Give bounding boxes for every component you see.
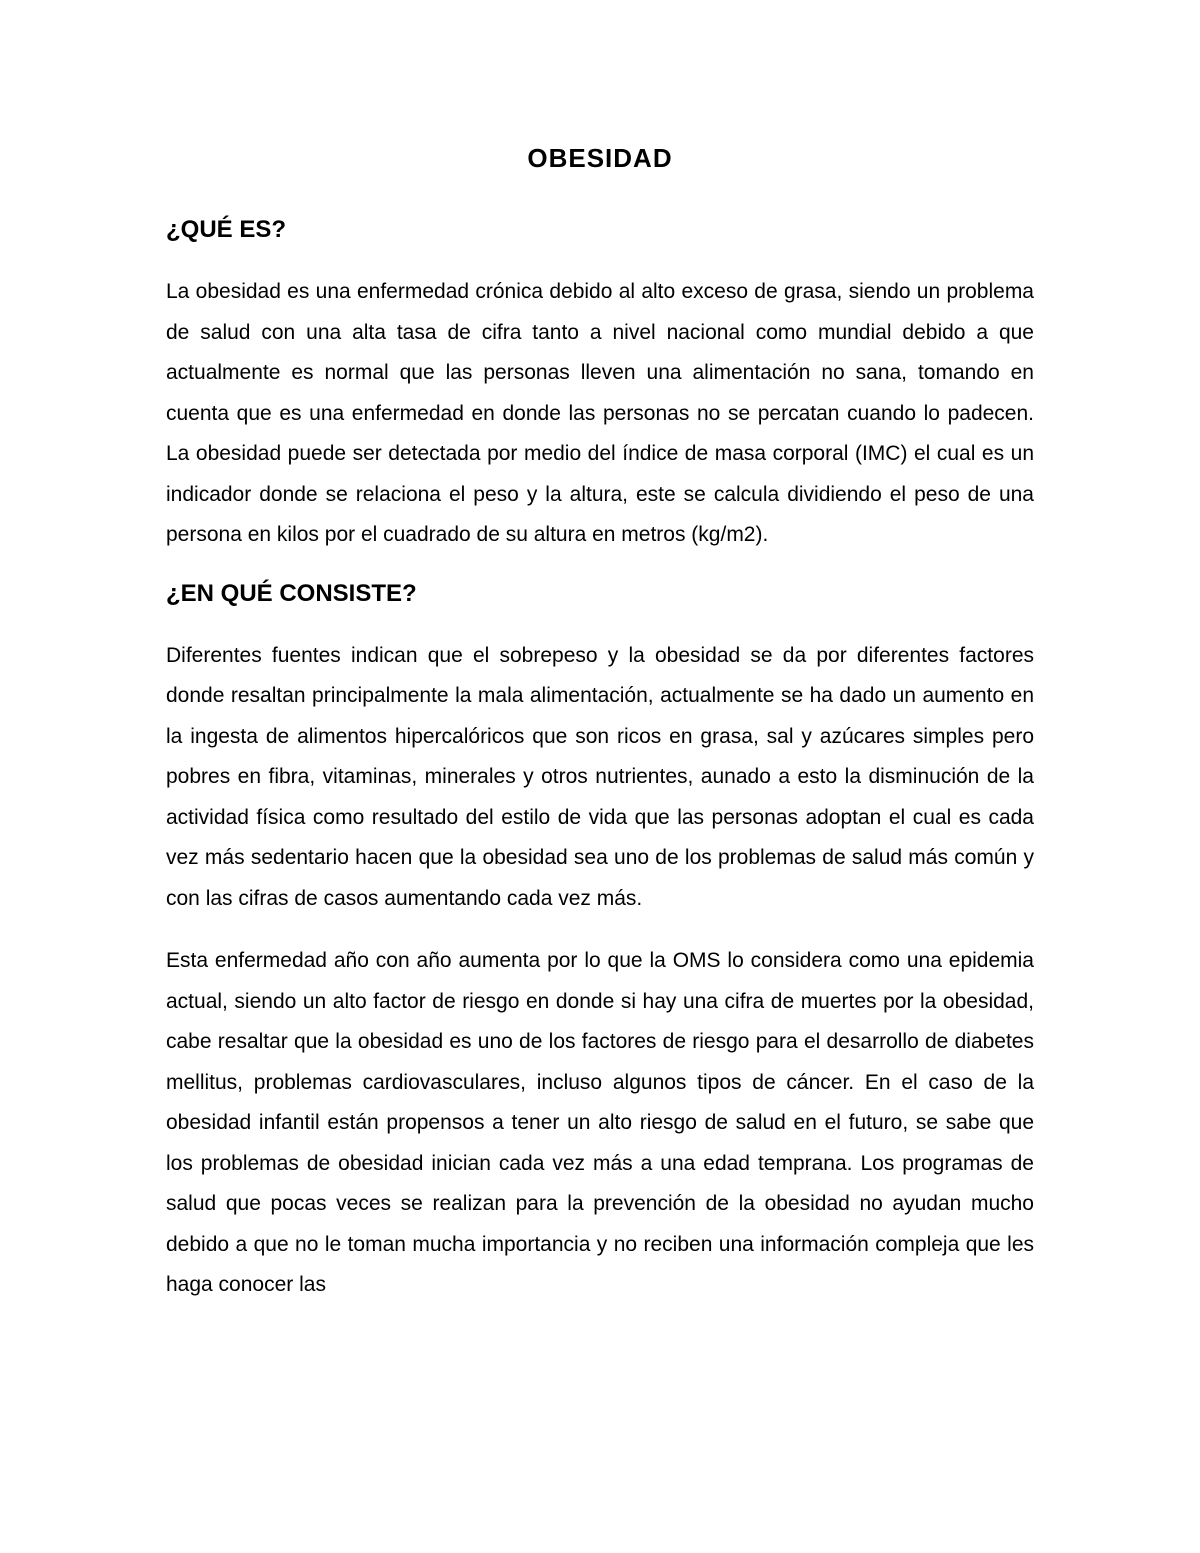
section-heading-que-es: ¿QUÉ ES? bbox=[166, 216, 287, 243]
document-title: OBESIDAD bbox=[527, 143, 673, 173]
section-heading-en-que-consiste: ¿EN QUÉ CONSISTE? bbox=[166, 579, 417, 607]
paragraph-consiste-1: Diferentes fuentes indican que el sobrepeso y la obesidad se da por diferentes factores donde resaltan principalmente la mala alimentación, actualmente se ha dado un aumento en la ingesta de alimentos hipercalóricos que son ricos en grasa, sal y azúcares simples pero pobres en fibra, vitaminas, minerales y otros nutrientes, aunado a esto la disminución de la actividad física como resultado del estilo de vida que las personas adoptan el cual es cada vez más sedentario hacen que la obesidad sea uno de los problemas de salud más común y con las cifras de casos aumentando cada vez más. bbox=[166, 643, 1034, 910]
paragraph-que-es: La obesidad es una enfermedad crónica debido al alto exceso de grasa, siendo un problema de salud con una alta tasa de cifra tanto a nivel nacional como mundial debido a que actualmente es normal que las personas lleven una alimentación no sana, tomando en cuenta que es una enfermedad en donde las personas no se percatan cuando lo padecen. La obesidad puede ser detectada por medio del índice de masa corporal (IMC) el cual es un indicador donde se relaciona el peso y la altura, este se calcula dividiendo el peso de una persona en kilos por el cuadrado de su altura en metros (kg/m2). bbox=[166, 280, 1034, 546]
document-body bbox=[166, 136, 1034, 1306]
paragraph-consiste-2: Esta enfermedad año con año aumenta por lo que la OMS lo considera como una epidemia actual, siendo un alto factor de riesgo en donde si hay una cifra de muertes por la obesidad, cabe resaltar que la obesidad es uno de los factores de riesgo para el desarrollo de diabetes mellitus, problemas cardiovasculares, incluso algunos tipos de cáncer. En el caso de la obesidad infantil están propensos a tener un alto riesgo de salud en el futuro, se sabe que los problemas de obesidad inician cada vez más a una edad temprana. Los programas de salud que pocas veces se realizan para la prevención de la obesidad no ayudan mucho debido a que no le toman mucha importancia y no reciben una información compleja que les haga conocer las bbox=[166, 949, 1034, 1296]
